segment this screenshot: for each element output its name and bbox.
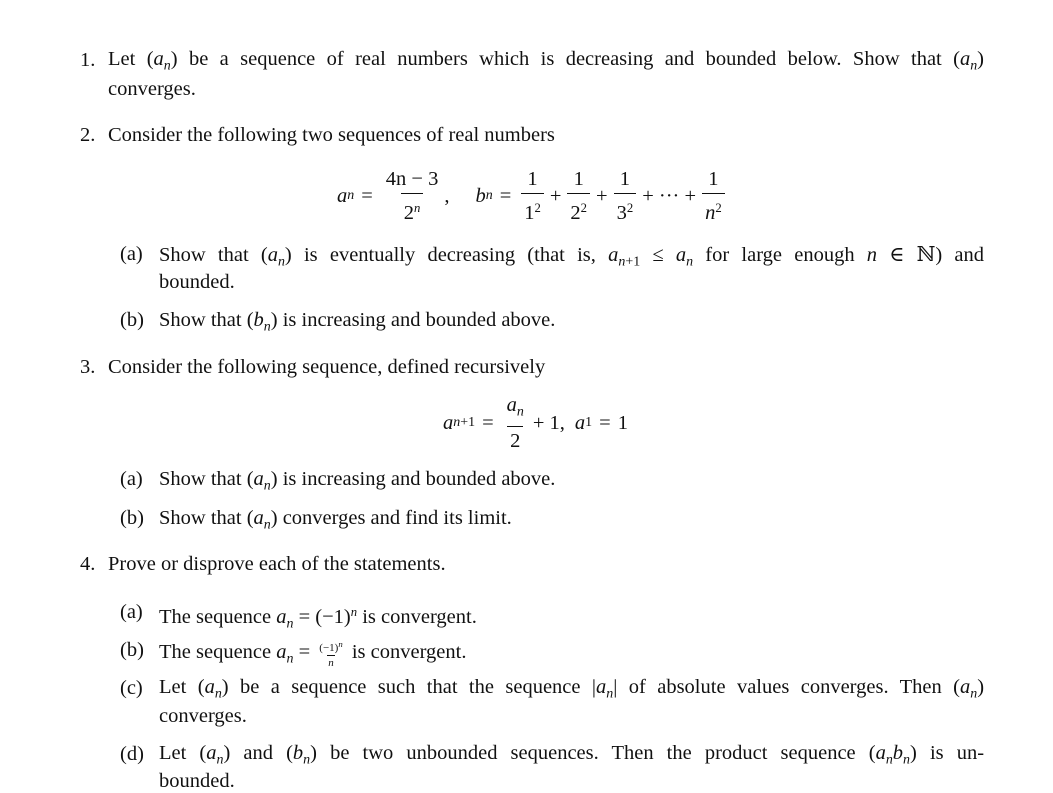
- problem-4d-line-1: Let $(a_n)$ and $(b_n)$ be two unbounded sequences. Then the product sequence $(a_nb_n)$ is un-: [159, 742, 985, 768]
- problem-3b-label: (b): [120, 507, 144, 529]
- fraction-1-over-1sq: $\frac{1}{1^2}$: [521, 167, 544, 225]
- problem-2a-line-1: Show that $(a_n)$ is eventually decreasing (that is, $a_{n+1} \le a_n$ for large enough n ∈ ℕ) and: [159, 244, 985, 270]
- problem-1-number: 1.: [80, 49, 96, 71]
- problem-2b-text: Show that $(b_n)$ is increasing and bounded above.: [159, 309, 556, 335]
- problem-1-line-2: converges.: [108, 78, 196, 100]
- problem-2b-label: (b): [120, 309, 144, 331]
- problem-2-number: 2.: [80, 124, 96, 146]
- problem-2-intro: Consider the following two sequences of real numbers: [108, 124, 555, 146]
- problem-3-number: 3.: [80, 356, 96, 378]
- problem-4a-label: (a): [120, 601, 143, 623]
- fraction-an-over-2: $\frac{a_n}{2}$: [506, 393, 524, 453]
- fraction-minus-one-pow-n-over-n: $\frac{(-1)^n}{n}$: [319, 639, 343, 669]
- problem-4b-label: (b): [120, 639, 144, 661]
- problem-4c-line-1: Let $(a_n)$ be a sequence such that the sequence $|a_n|$ of absolute values converges. Then $(a_n)$: [159, 676, 985, 702]
- problem-3-display-equation: a n+1 = $\frac{a_n}{2}$ + 1, a 1 = 1: [443, 393, 628, 453]
- problem-2a-line-2: bounded.: [159, 271, 235, 293]
- problem-4b-text: The sequence $a_n$ = $\frac{(-1)^n}{n}$ is convergent.: [159, 639, 467, 669]
- problem-4a-text: The sequence $a_n = (-1)^n$ is convergent.: [159, 605, 477, 632]
- problem-3-intro: Consider the following sequence, defined recursively: [108, 356, 546, 378]
- problem-3a-label: (a): [120, 468, 143, 490]
- problem-1-line-1: Let $(a_n)$ be a sequence of real numbers which is decreasing and bounded below. Show that $(a_n)$: [108, 48, 984, 74]
- fraction-1-over-2sq: $\frac{1}{2^2}$: [567, 167, 590, 225]
- problem-4d-label: (d): [120, 743, 144, 765]
- problem-4-intro: Prove or disprove each of the statements.: [108, 553, 446, 575]
- problem-4c-line-2: converges.: [159, 705, 247, 727]
- fraction-1-over-3sq: $\frac{1}{3^2}$: [614, 167, 637, 225]
- problem-2a-label: (a): [120, 243, 143, 265]
- problem-3a-text: Show that $(a_n)$ is increasing and bounded above.: [159, 468, 556, 494]
- problem-3b-text: Show that $(a_n)$ converges and find its limit.: [159, 507, 512, 533]
- problem-4c-label: (c): [120, 677, 143, 699]
- problem-4d-line-2: bounded.: [159, 770, 235, 792]
- fraction-1-over-nsq: $\frac{1}{n^2}$: [702, 167, 725, 225]
- problem-4-number: 4.: [80, 553, 96, 575]
- problem-2-display-equation: a n = $\frac{4n - 3}{2^n}$ , b n = $\frac{1}{1^2}$ + $\frac{1}{2^2}$ + $\frac{1}{3^2}$ + ··· + $\frac{1}{n^2}$: [337, 166, 728, 226]
- fraction-an: $\frac{4n - 3}{2^n}$: [385, 168, 439, 224]
